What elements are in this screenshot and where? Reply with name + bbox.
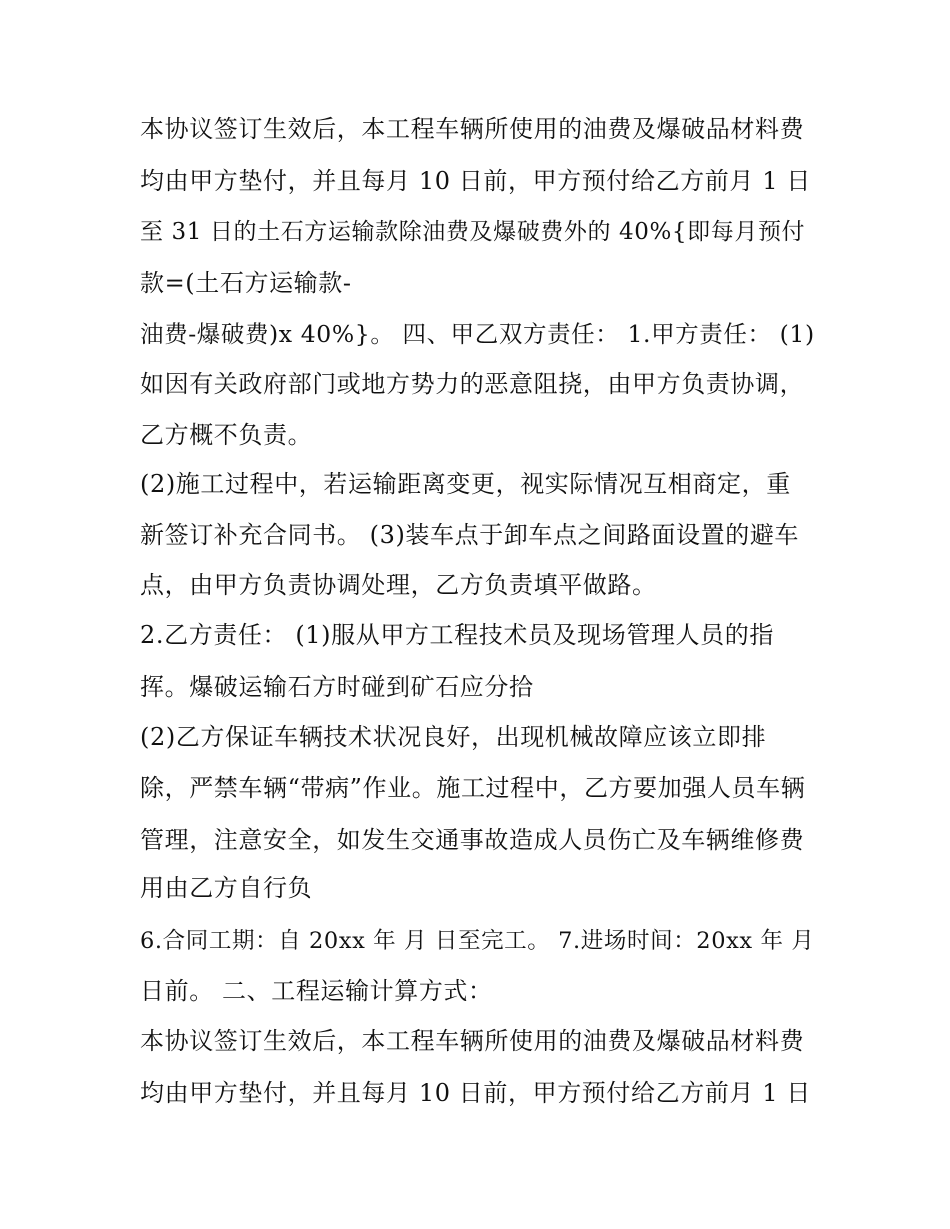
text-line: 均由甲方垫付，并且每月 10 日前，甲方预付给乙方前月 1 日 — [140, 167, 811, 195]
text-line: 用由乙方自行负 — [140, 874, 313, 902]
text-line: 乙方概不负责。 — [140, 421, 313, 449]
text-line: 本协议签订生效后，本工程车辆所使用的油费及爆破品材料费 — [140, 115, 805, 143]
text-line: 管理，注意安全，如发生交通事故造成人员伤亡及车辆维修费 — [140, 826, 805, 854]
text-line: 至 31 日的土石方运输款除油费及爆破费外的 40%{即每月预付 — [140, 219, 806, 245]
text-line: (2)施工过程中，若运输距离变更，视实际情况互相商定，重 — [140, 470, 791, 498]
text-line: 油费-爆破费)x 40%}。 四、甲乙双方责任： 1.甲方责任： (1) — [140, 320, 815, 348]
text-line: 款=(土石方运输款- — [140, 269, 352, 297]
text-line: 除，严禁车辆“带病”作业。施工过程中，乙方要加强人员车辆 — [140, 774, 806, 802]
text-line: 日前。 二、工程运输计算方式： — [140, 977, 493, 1005]
text-line: 6.合同工期：自 20xx 年 月 日至完工。 7.进场时间：20xx 年 月 — [140, 928, 815, 954]
text-line: 2.乙方责任： (1)服从甲方工程技术员及现场管理人员的指 — [140, 621, 774, 649]
text-line: 如因有关政府部门或地方势力的恶意阻挠，由甲方负责协调， — [140, 370, 805, 398]
text-line: 新签订补充合同书。 (3)装车点于卸车点之间路面设置的避车 — [140, 521, 800, 549]
text-line: (2)乙方保证车辆技术状况良好，出现机械故障应该立即排 — [140, 723, 767, 751]
text-line: 本协议签订生效后，本工程车辆所使用的油费及爆破品材料费 — [140, 1027, 805, 1055]
text-line: 挥。爆破运输石方时碰到矿石应分拾 — [140, 673, 534, 701]
text-line: 均由甲方垫付，并且每月 10 日前，甲方预付给乙方前月 1 日 — [140, 1079, 811, 1107]
text-line: 点，由甲方负责协调处理，乙方负责填平做路。 — [140, 571, 657, 599]
